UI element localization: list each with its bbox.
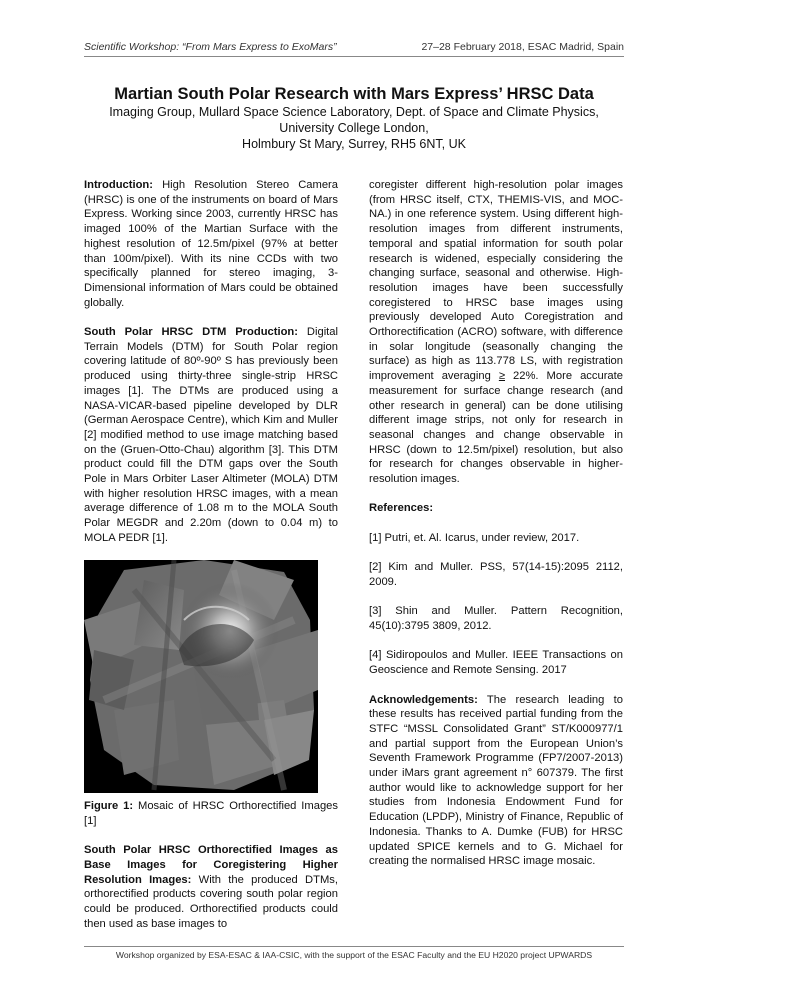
running-header (84, 41, 624, 55)
acknowledgements-paragraph (369, 693, 623, 869)
hrsc-mosaic-image (84, 560, 318, 793)
ortho-continuation-paragraph (369, 178, 623, 487)
header-date-location: 27–28 February 2018, ESAC Madrid, Spain (421, 41, 624, 53)
figure-label: Figure 1: (84, 800, 134, 813)
footer-rule (84, 946, 624, 947)
dtm-text: Digital Terrain Models (DTM) for South Polar region covering latitude of 80º-90º S has previously been produced using thirty-three single-strip HRSC images [1]. The DTMs are produced using a NASA-VICAR-based pipeline developed by DLR (German Aerospace Centre), which Kim and Muller [2] modified method to use image matching based on the (Gruen-Otto-Chau) algorithm [3]. This DTM product could fill the DTM gaps over the South Pole in Mars Orbiter Laser Altimeter (MOLA) DTM with higher resolution HRSC images, with a mean average difference of 1.08 m to the MOLA South Polar MEGDR and 2.20m (down to 0.04 m) to MOLA PEDR [1]. (84, 326, 338, 544)
affiliation-line-2: University College London, (279, 121, 429, 135)
ortho-continuation-text-2: 22%. More accurate measurement for surface change research (and other research in general) can be done utilising different image strips, not only for research in seasonal changes and change observable in HRSC (down to 12.5m/pixel) resolution, but also for research for changes observable in higher-resolution images. (369, 370, 623, 486)
ortho-text: With the produced DTMs, orthorectified products covering south polar region could be produced. Orthorectified products could then used as base images to (84, 873, 338, 930)
reference-item: [2] Kim and Muller. PSS, 57(14-15):2095 2112, 2009. (369, 561, 623, 588)
greater-equal-symbol: ≥ (498, 370, 505, 383)
introduction-paragraph (84, 178, 338, 310)
affiliation-line-1: Imaging Group, Mullard Space Science Laboratory, Dept. of Space and Climate Physics, (109, 105, 599, 119)
introduction-heading: Introduction: (84, 179, 153, 191)
acknowledgements-heading: Acknowledgements: (369, 693, 478, 706)
affiliation-line-3: Holmbury St Mary, Surrey, RH5 6NT, UK (242, 137, 466, 151)
header-rule (84, 56, 624, 57)
left-column (84, 178, 338, 946)
ortho-paragraph (84, 843, 338, 931)
dtm-heading: South Polar HRSC DTM Production: (84, 326, 298, 339)
hrsc-mosaic-figure (84, 560, 318, 793)
references-heading (369, 501, 623, 516)
paper-title: Martian South Polar Research with Mars Express’ HRSC Data (114, 85, 594, 103)
reference-item: [1] Putri, et. Al. Icarus, under review, 2017. (369, 531, 580, 544)
figure-caption (84, 799, 338, 828)
footer-text: Workshop organized by ESA-ESAC & IAA-CSIC, with the support of the ESAC Faculty and the EU H2020 project UPWARDS (115, 950, 593, 960)
references-section (369, 501, 623, 677)
title-block (84, 84, 624, 152)
references-heading-text: References: (369, 502, 434, 515)
ortho-continuation-text-1: coregister different high-resolution polar images (from HRSC itself, CTX, THEMIS-VIS, and MOC-NA.) in one reference system. Using different high-resolution images from different instruments, temporal and spatial information for south polar research is widened, especially considering the changing surface, seasonal and otherwise. High-resolution images have been successfully coregistered to HRSC base images using previously developed Auto Coregistration and Orthorectification (ACRO) software, with difference in solar longitude (seasonally changing the surface) as high as 113.778 LS, with registration improvement averaging (369, 179, 623, 383)
ortho-heading: South Polar HRSC Orthorectified Images as Base Images for Coregistering Higher Resolution Images: (84, 844, 338, 886)
right-column (369, 178, 623, 884)
introduction-text: High Resolution Stereo Camera (HRSC) is one of the instruments on board of Mars Express. Working since 2003, currently HRSC has imaged 100% of the Martian Surface with the highest resolution of 12.5m/pixel (97% at better than 100m/pixel). With its nine CCDs with two specifically planned for stereo imaging, 3-Dimensional information of Mars could be obtained globally. (84, 179, 339, 309)
reference-item: [3] Shin and Muller. Pattern Recognition, 45(10):3795 3809, 2012. (369, 605, 623, 633)
figure-caption-text: Mosaic of HRSC Orthorectified Images [1] (84, 800, 338, 827)
acknowledgements-text: The research leading to these results has received partial funding from the STFC “MSSL Consolidated Grant” ST/K000977/1 and partial support from the European Union’s Seventh Framework Programme (FP7/2007-2013) under iMars grant agreement n° 607379. The first author would like to acknowledge support for her studies from Indonesia Endowment Fund for Education (LPDP), Ministry of Finance, Republic of Indonesia. Thanks to A. Dumke (FUB) for HRSC updated SPICE kernels and to G. Michael for creating the normalised HRSC image mosaic. (369, 693, 623, 868)
header-workshop-name: Scientific Workshop: “From Mars Express to ExoMars” (84, 41, 337, 53)
reference-item: [4] Sidiropoulos and Muller. IEEE Transactions on Geoscience and Remote Sensing. 2017 (369, 649, 623, 677)
dtm-paragraph (84, 325, 338, 546)
